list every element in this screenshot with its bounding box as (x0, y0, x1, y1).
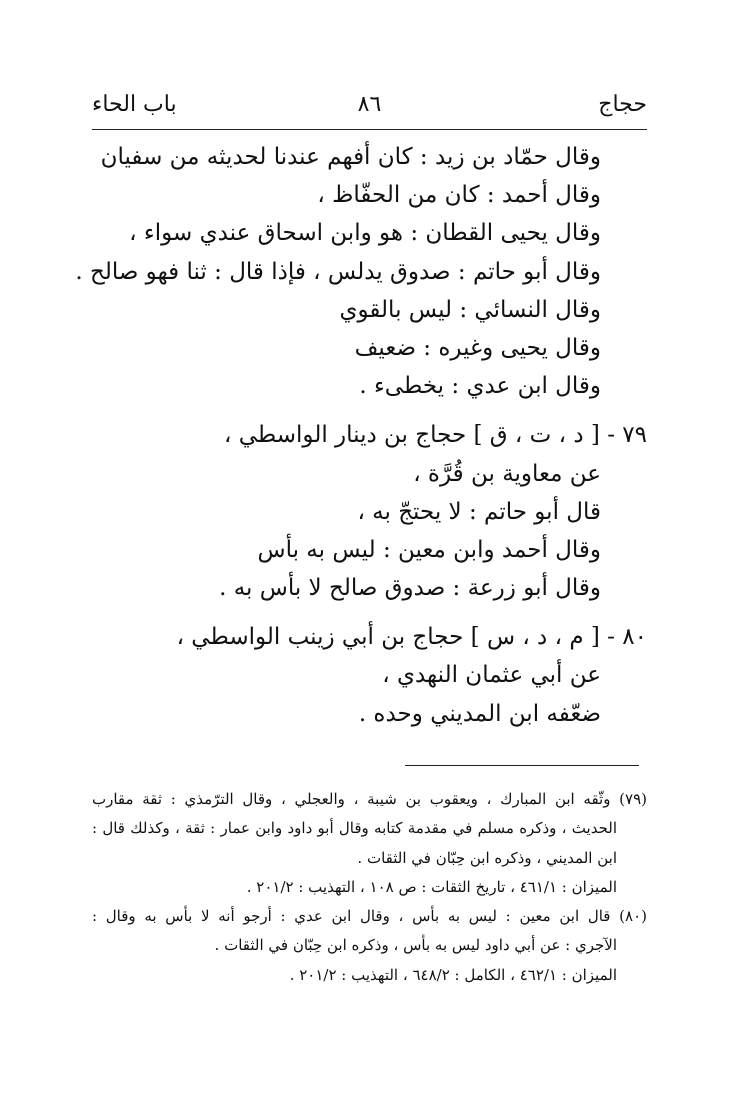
entry-79-heading: ٧٩ - [ د ، ت ، ق ] حجاج بن دينار الواسطي ، (224, 422, 647, 449)
footnote-divider (405, 765, 639, 766)
text-line: عن أبي عثمان النهدي ، (382, 662, 601, 689)
main-text (75, 138, 647, 733)
footnote-79-line: الحديث ، وذكره مسلم في مقدمة كتابه وقال أبو داود وابن عمار : ثقة ، وكذلك قال : (92, 819, 617, 838)
entry-80-heading: ٨٠ - [ م ، د ، س ] حجاج بن أبي زينب الواسطي ، (176, 624, 647, 651)
text-line: وقال النسائي : ليس بالقوي (339, 296, 601, 323)
header-divider (92, 129, 647, 130)
footnotes (92, 785, 647, 990)
text-line: وقال يحيى وغيره : ضعيف (354, 334, 601, 361)
text-line: وقال حمّاد بن زيد : كان أفهم عندنا لحديثه من سفيان (100, 144, 601, 170)
footnote-79-line: الميزان : ٤٦١/١ ، تاريخ الثقات : ص ١٠٨ ، التهذيب : ٢٠١/٢ . (246, 877, 617, 896)
entry-gap (92, 607, 647, 618)
text-line: وقال ابن عدي : يخطىء . (359, 373, 601, 400)
footnote-80-line: الآجري : عن أبي داود ليس به بأس ، وذكره ابن حِبّان في الثقات . (214, 936, 617, 955)
footnote-80-line: الميزان : ٤٦٢/١ ، الكامل : ٦٤٨/٢ ، التهذيب : ٢٠١/٢ . (289, 965, 617, 984)
page-header (92, 92, 647, 126)
text-line: قال أبو حاتم : لا يحتجّ به ، (357, 498, 601, 525)
text-line: عن معاوية بن قُرَّة ، (413, 460, 601, 487)
text-line: ضعّفه ابن المديني وحده . (358, 700, 601, 727)
page-number: ٨٦ (357, 92, 382, 117)
footnote-79-line: (٧٩) وثّقه ابن المبارك ، ويعقوب بن شيبة ، والعجلي ، وقال الترّمذي : ثقة مقارب (92, 790, 647, 808)
text-line: وقال أبو زرعة : صدوق صالح لا بأس به . (219, 575, 601, 602)
text-line: وقال أحمد وابن معين : ليس به بأس (257, 536, 601, 563)
footnote-80-line: (٨٠) قال ابن معين : ليس به بأس ، وقال ابن عدي : أرجو أنه لا بأس به وقال : (92, 907, 647, 926)
header-entry-name: حجاج (598, 92, 647, 117)
text-line: وقال أبو حاتم : صدوق يدلس ، فإذا قال : ثنا فهو صالح . (75, 258, 601, 285)
entry-gap (92, 405, 647, 416)
footnote-79-line: ابن المديني ، وذكره ابن حِبّان في الثقات . (357, 848, 617, 867)
header-chapter-title: باب الحاء (92, 92, 177, 117)
text-line: وقال يحيى القطان : هو وابن اسحاق عندي سواء ، (129, 220, 601, 247)
text-line: وقال أحمد : كان من الحفّاظ ، (317, 182, 601, 209)
